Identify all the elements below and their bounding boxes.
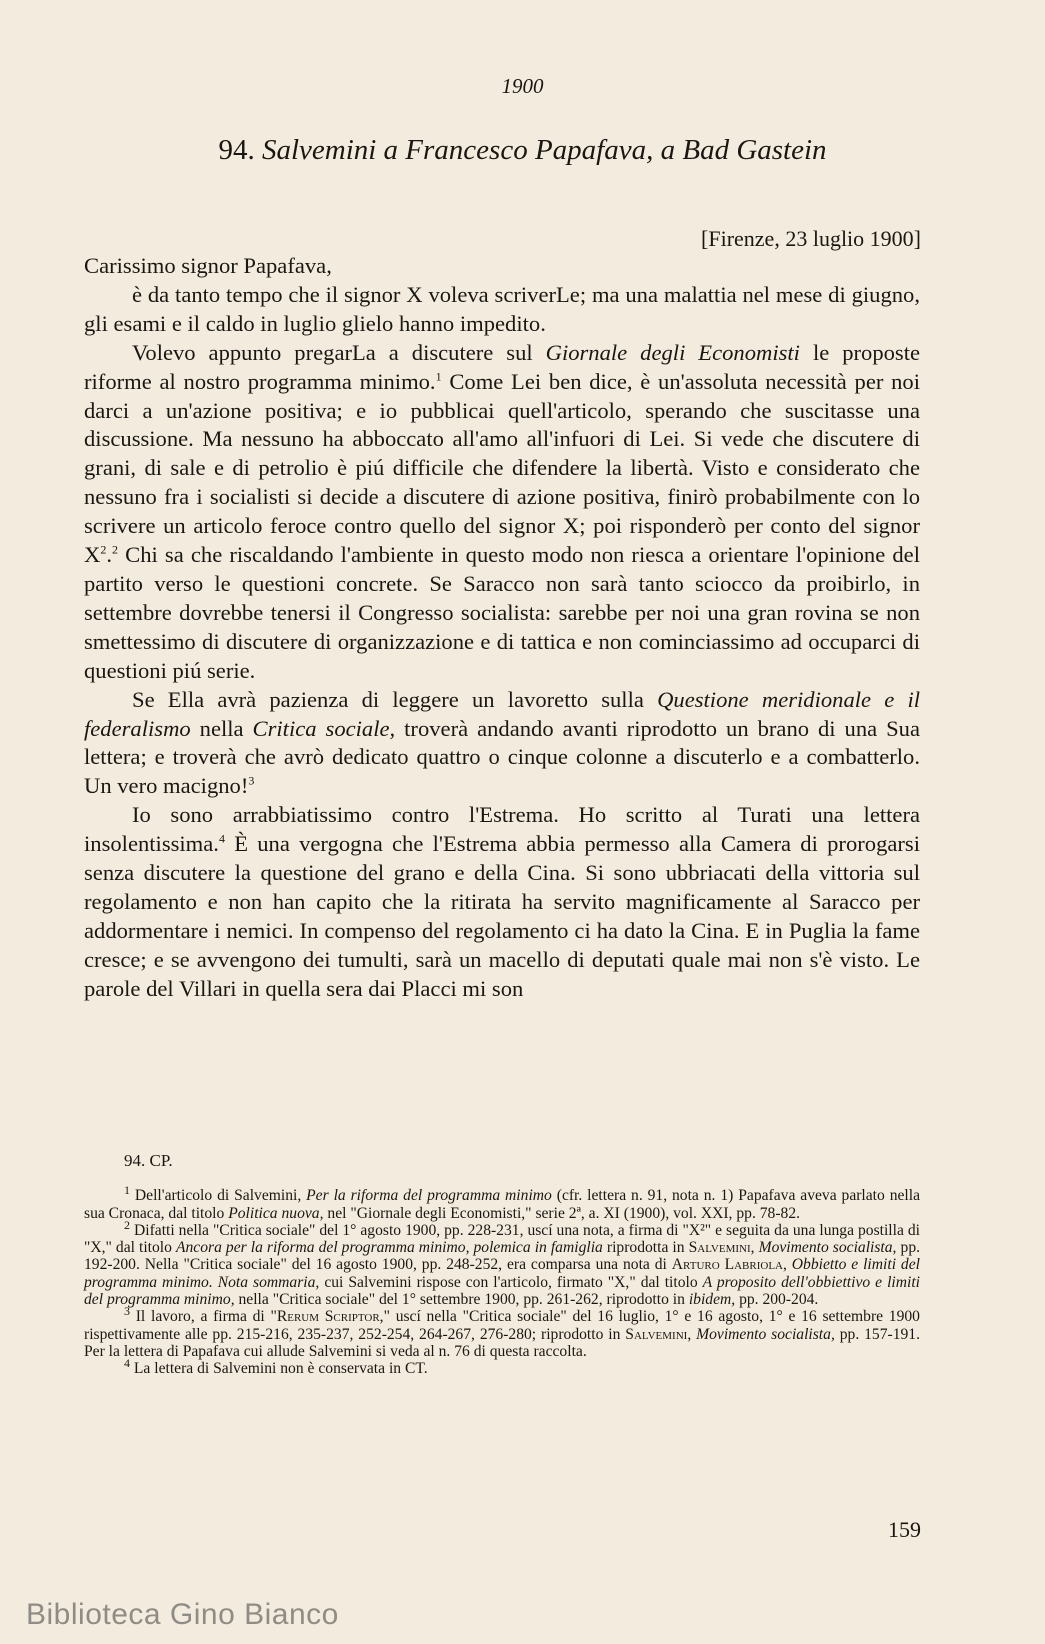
- footnote-text: " uscí nella "Critica sociale" del 16 luglio, 1° e 16 agosto, 1° e 16 settembre 1900 rispettivamente alle pp. 215-216, 235-237, 252-254, 264-267, 276-280; riprodotto in: [84, 1308, 920, 1343]
- footnote-italic: Per la riforma del programma minimo: [306, 1187, 552, 1205]
- paragraph-2: [84, 686, 920, 802]
- footnote-italic: Movimento socialista,: [758, 1239, 897, 1257]
- footnote-text: (cfr. lettera n. 91, nota n. 1) Papafava aveva parlato nella sua Cronaca, dal titolo: [84, 1187, 921, 1222]
- footnote-ref-4: 4: [218, 831, 225, 846]
- period: .: [106, 542, 112, 568]
- footnote-1: [84, 1183, 921, 1222]
- footnote-ref-1: 1: [435, 369, 442, 384]
- running-head: 1900: [501, 74, 544, 98]
- author-name: Salvemini,: [625, 1325, 692, 1343]
- footnote-number: 2: [124, 1217, 130, 1232]
- footnote-text: pp. 157-191. Per la lettera di Papafava cui allude Salvemini si veda al n. 76 di questa raccolta.: [84, 1325, 920, 1360]
- author-name: Rerum Scriptor,: [276, 1308, 384, 1326]
- footnote-text: pp. 192-200. Nella "Critica sociale" del 16 agosto 1900, pp. 248-252, era comparsa una nota di: [84, 1239, 921, 1274]
- footnote-text: nella "Critica sociale" del 1° settembre 1900, pp. 261-262, riprodotto in: [238, 1291, 685, 1309]
- paragraph-2-text-a: Se Ella avrà pazienza di leggere un lavoretto sulla: [132, 686, 644, 712]
- paragraph-1-text-e: Come Lei ben dice, è un'assoluta necessità per noi darci a un'azione positiva; e io pubblicai quell'articolo, sperando che suscitasse una discussione. Ma nessuno ha abboccato all'amo all'infuori di Lei. Si vede che discutere di grani, di sale e di petrolio è piú difficile che difendere la libertà. Visto e considerato che nessuno fra i socialisti si decide a discutere di azione positiva, finirò probabilmente con lo scrivere un articolo feroce contro quello del signor X; poi risponderò per conto del signor X: [84, 368, 920, 568]
- letter-title: [0, 134, 1045, 167]
- paragraph-2-text-e: troverà andando avanti riprodotto un brano di una Sua lettera; e troverà che avrò dedicato quattro o cinque colonne a discuterlo e a combatterlo. Un vero macigno!: [84, 715, 920, 799]
- footnote-italic: Movimento socialista,: [696, 1325, 835, 1343]
- page-number: 159: [888, 1517, 921, 1542]
- paragraph-1: [84, 281, 920, 339]
- footnote-number: 4: [124, 1356, 130, 1371]
- letter-number: 94.: [218, 134, 255, 166]
- footnote-text: Difatti nella "Critica sociale" del 1° agosto 1900, pp. 228-231, uscí una nota, a firma di "X²" e seguita da una lunga postilla di "X," dal titolo: [84, 1221, 920, 1257]
- work-title: Questione meridionale e il federalismo: [84, 686, 920, 741]
- journal-title: Giornale degli Economisti: [545, 339, 800, 365]
- author-name: Arturo Labriola,: [671, 1256, 787, 1274]
- paragraph-1-continued: [84, 339, 920, 686]
- footnote-text: nel "Giornale degli Economisti," serie 2ª, a. XI (1900), vol. XXI, pp. 78-82.: [327, 1204, 801, 1222]
- footnote-text: riprodotta in: [606, 1239, 685, 1257]
- footnote-text: cui Salvemini rispose con l'articolo, firmato "X," dal titolo: [324, 1273, 698, 1291]
- footnote-text: Il lavoro, a firma di ": [135, 1308, 277, 1326]
- letter-title-text: Salvemini a Francesco Papafava, a Bad Gastein: [261, 134, 827, 166]
- footnote-italic: Ancora per la riforma del programma minimo, polemica in famiglia: [175, 1239, 603, 1257]
- footnote-number: 1: [124, 1183, 130, 1198]
- paragraph-2-text-c: nella: [199, 715, 244, 741]
- letter-body: [84, 252, 920, 1004]
- footnote-italic: A proposito dell'obbiettivo e limiti del programma minimo,: [84, 1273, 920, 1309]
- footnote-text: La lettera di Salvemini non è conservata in CT.: [133, 1360, 428, 1378]
- footnotes: [84, 1152, 920, 1378]
- paragraph-1-text-a: è da tanto tempo che il signor X voleva scriverLe; ma una malattia nel mese di giugno, gli esami e il caldo in luglio glielo hanno impedito.: [84, 281, 920, 336]
- place-date: [Firenze, 23 luglio 1900]: [701, 226, 921, 251]
- paragraph-3-text-b: È una vergogna che l'Estrema abbia permesso alla Camera di prorogarsi senza discutere la questione del grano e della Cina. Si sono ubbriacati della vittoria sul regolamento e non han capito che la ritirata ha servito magnificamente al Saracco per addormentare i nemici. In compenso del regolamento ci ha dato la Cina. E in Puglia la fame cresce; e se avvengono dei tumulti, sarà un macello di deputati quale mai non s'è visto. Le parole del Villari in quella sera dai Placci mi son: [84, 831, 920, 1001]
- footnote-number: 3: [124, 1304, 130, 1319]
- superscript-x2: 2: [100, 542, 107, 557]
- paragraph-3: [84, 801, 920, 1003]
- salutation: Carissimo signor Papafava,: [84, 253, 332, 278]
- footnote-2: [84, 1217, 921, 1309]
- footnote-ref-2: 2: [111, 542, 118, 557]
- footnote-4: [84, 1356, 920, 1378]
- paragraph-3-text-a: Io sono arrabbiatissimo contro l'Estrema. Ho scritto al Turati una lettera insolentissima.: [84, 802, 920, 857]
- footnote-3: [84, 1304, 920, 1360]
- paragraph-1-text-f: Chi sa che riscaldando l'ambiente in questo modo non riesca a orientare l'opinione del partito verso le questioni concrete. Se Saracco non sarà tanto sciocco da proibirlo, in settembre dovrebbe tenersi il Congresso socialista: sarebbe per noi una gran rovina se non smettessimo di discutere di organizzazione e di tattica e non cominciassimo ad occuparci di questioni piú serie.: [84, 542, 920, 683]
- footnote-italic: Politica nuova,: [228, 1204, 324, 1222]
- library-watermark: Biblioteca Gino Bianco: [26, 1598, 339, 1631]
- footnote-italic: Obbietto e limiti del programma minimo. Nota sommaria,: [84, 1256, 920, 1291]
- footnote-text: pp. 200-204.: [739, 1291, 819, 1309]
- author-name: Salvemini,: [688, 1239, 755, 1257]
- footnote-italic: ibidem,: [688, 1291, 736, 1309]
- source-reference: 94. CP.: [124, 1151, 173, 1170]
- paragraph-1-text-d: le proposte riforme al nostro programma minimo.: [84, 339, 921, 394]
- footnote-text: Dell'articolo di Salvemini,: [134, 1187, 302, 1205]
- footnote-ref-3: 3: [248, 773, 255, 788]
- periodical-title: Critica sociale,: [252, 715, 396, 741]
- paragraph-1-text-b: Volevo appunto pregarLa a discutere sul: [132, 339, 533, 365]
